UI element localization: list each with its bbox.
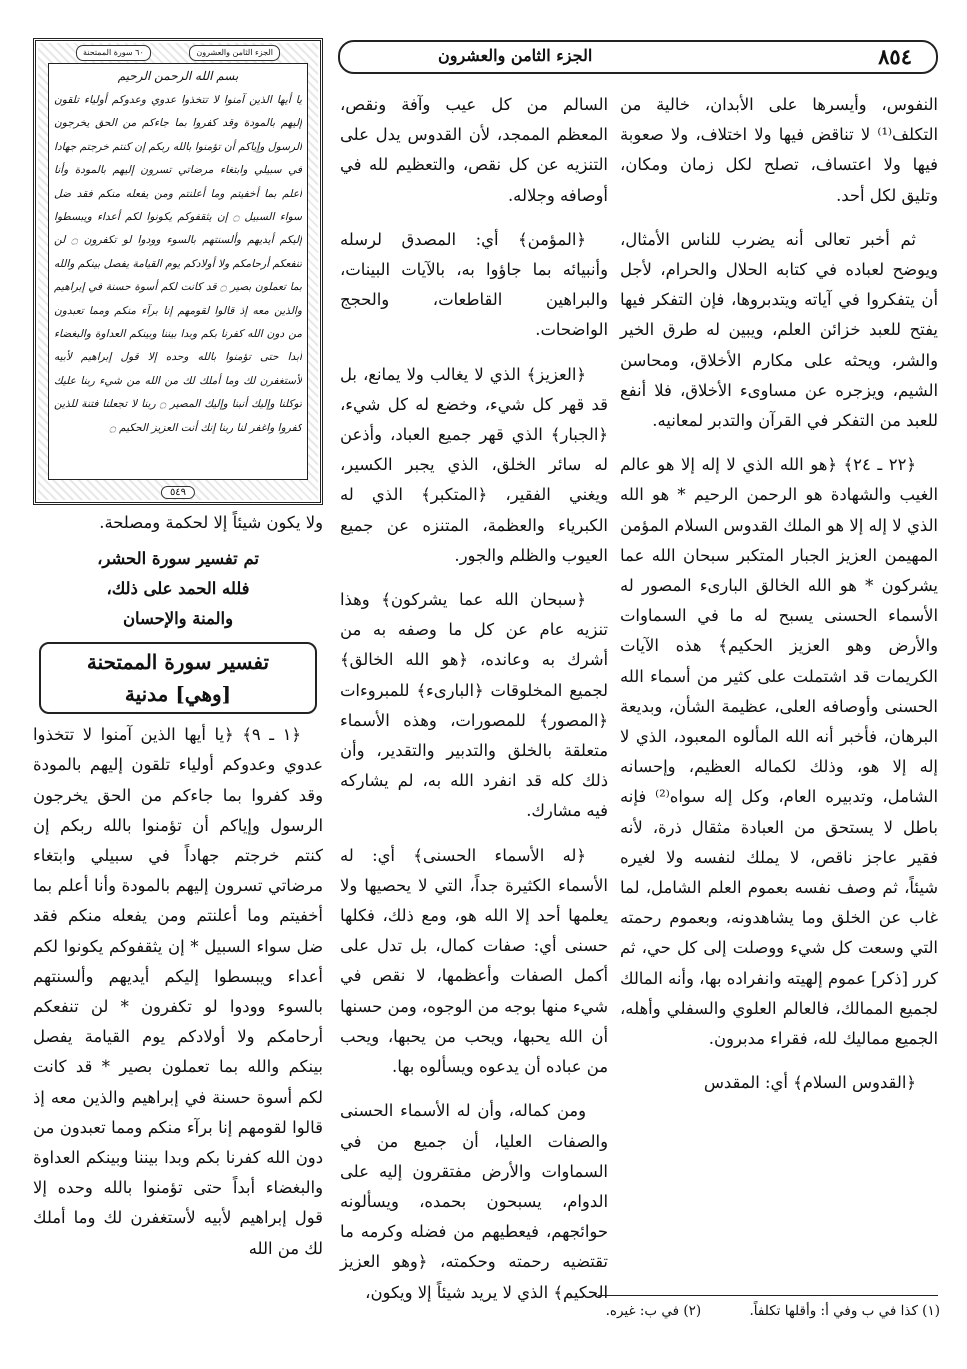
paragraph: ﴿القدوس السلام﴾ أي: المقدس (703, 1073, 916, 1093)
surah-title: تفسير سورة الممتحنة (86, 650, 270, 675)
basmala: بسم الله الرحمن الرحيم (117, 69, 239, 83)
paragraph: ثم أخبر تعالى أنه يضرب للناس الأمثال، ويوضح لعباده في كتابه الحلال والحرام، لأجل أن يتفكروا في آياته ويتدبروها، فإن التفكر فيها يفتح للعبد خزائن العلم، ويبين له طرق الخير والشر، ويحثه على مكارم الأخلاق، ومحاسن الشيم، ويزجره عن مساوىء الأخلاق، فلا أنفع للعبد من التفكر في القرآن والتدبر لمعانيه. (620, 229, 938, 431)
paragraph: ولا يكون شيئاً إلا لحكمة ومصلحة. (99, 513, 323, 532)
middle-column (340, 90, 608, 1308)
footnote-1: (١) كذا في ب وفي أ: وأقلها تكلفاً. (749, 1303, 940, 1319)
surah-subtitle: [وهي] مدنية (124, 682, 232, 707)
surah-title-box (39, 642, 317, 714)
paragraph: ﴿العزيز﴾ الذي لا يغالب ولا يمانع، بل قد قهر كل شيء، وخضع له كل شيء، ﴿الجبار﴾ الذي قهر جميع العباد، وأذعن له سائر الخلق، الذي يجبر الكسير، ويغني الفقير، ﴿المتكبر﴾ الذي له الكبرياء والعظمة، المتنزه عن جميع العيوب والظلم والجور. (340, 364, 608, 565)
paragraph: ﴿له الأسماء الحسنى﴾ أي: له الأسماء الكثيرة جداً، التي لا يحصيها ولا يعلمها أحد إلا الله هو، ومع ذلك، فكلها حسنى أي: صفات كمال، بل تدل على أكمل الصفات وأعظمها، لا نقص في شيء منها بوجه من الوجوه، ومن حسنها أن الله يحبها، ويحب من يحبها، ويحب من عباده أن يدعوه ويسألوه بها. (340, 845, 608, 1077)
closing-lines (33, 544, 323, 634)
paragraph: ﴿٢٢ ـ ٢٤﴾ ﴿هو الله الذي لا إله إلا هو عالم الغيب والشهادة هو الرحمن الرحيم * هو الله الذي لا إله إلا هو الملك القدوس السلام المؤمن المهيمن العزيز الجبار المتكبر سبحان الله عما يشركون * هو الله الخالق البارىء المصور له الأسماء الحسنى يسبح له ما في السماوات والأرض وهو العزيز الحكيم﴾ هذه الآيات الكريمات قد اشتملت على كثير من أسماء الله الحسنى وأوصافه العلى، عظيمة الشأن، وبديعة البرهان، فأخبر أنه الله المألوه المعبود، الذي لا إله إلا هو، وذلك لكماله العظيم، وإحسانه الشامل، وتدبيره العام، وكل إله سواه⁽²⁾ فإنه باطل لا يستحق من العبادة مثقال ذرة، لأنه فقير عاجز ناقص، لا يملك لنفسه ولا لغيره شيئاً، ثم وصف نفسه بعموم العلم الشامل، لما غاب عن الخلق وما يشاهدونه، وبعموم رحمته التي وسعت كل شيء ووصلت إلى كل حي، ثم كرر [ذكر] عموم إلهيته وانفراده بها، وأنه المالك لجميع الممالك، فالعالم العلوي والسفلي وأهله، الجميع مماليك لله، فقراء مدبرون. (620, 455, 939, 1049)
closing-line: تم تفسير سورة الحشر، (97, 549, 259, 569)
closing-line: والمنة والإحسان (123, 609, 233, 629)
quran-verses: يا أيها الذين آمنوا لا تتخذوا عدوي وعدوكم أولياء تلقون إليهم بالمودة وقد كفروا بما جاءكم من الحق يخرجون الرسول وإياكم أن تؤمنوا بالله ربكم إن كنتم خرجتم جهادا في سبيلي وابتغاء مرضاتي تسرون إليهم بالمودة وأنا أعلم بما أخفيتم وما أعلنتم ومن يفعله منكم فقد ضل سواء السبيل ۝ إن يثقفوكم يكونوا لكم أعداء ويبسطوا إليكم أيديهم وألسنتهم بالسوء وودوا لو تكفرون ۝ لن تنفعكم أرحامكم ولا أولادكم يوم القيامة يفصل بينكم والله بما تعملون بصير ۝ قد كانت لكم أسوة حسنة في إبراهيم والذين معه إذ قالوا لقومهم إنا برآء منكم ومما تعبدون من دون الله كفرنا بكم وبدا بيننا وبينكم العداوة والبغضاء أبدا حتى تؤمنوا بالله وحده إلا قول إبراهيم لأبيه لأستغفرن لك وما أملك لك من الله من شيء ربنا عليك توكلنا وإليك أنبنا وإليك المصير ۝ ربنا لا تجعلنا فتنة للذين كفروا واغفر لنا ربنا إنك أنت العزيز الحكيم ۝ (54, 94, 302, 434)
footnote-2: (٢) في ب: غيره. (605, 1303, 702, 1319)
paragraph: السالم من كل عيب وآفة ونقص، المعظم الممجد، لأن القدوس يدل على التنزيه عن كل نقص، والتعظيم لله في أوصافه وجلاله. (340, 95, 608, 205)
paragraph: ﴿١ ـ ٩﴾ ﴿يا أيها الذين آمنوا لا تتخذوا عدوي وعدوكم أولياء تلقون إليهم بالمودة وقد كفروا بما جاءكم من الحق يخرجون الرسول وإياكم أن تؤمنوا بالله ربكم إن كنتم خرجتم جهاداً في سبيلي وابتغاء مرضاتي تسرون إليهم بالمودة وأنا أعلم بما أخفيتم وما أعلنتم ومن يفعله منكم فقد ضل سواء السبيل * إن يثقفوكم يكونوا لكم أعداء ويبسطوا إليكم أيديهم وألسنتهم بالسوء وودوا لو تكفرون * لن تنفعكم أرحامكم ولا أولادكم يوم القيامة يفصل بينكم والله بما تعملون بصير * قد كانت لكم أسوة حسنة في إبراهيم والذين معه إذ قالوا لقومهم إنا برآء منكم ومما تعبدون من دون الله كفرنا بكم وبدا بيننا وبينكم العداوة والبغضاء أبداً حتى تؤمنوا بالله وحده إلا قول إبراهيم لأبيه لأستغفرن لك وما أملك لك من الله (33, 725, 323, 1258)
footnotes (440, 1303, 940, 1319)
right-column (620, 90, 938, 1099)
header-frame (338, 40, 938, 74)
mushaf-page-number: ٥٤٩ (161, 486, 195, 499)
part-title: الجزء الثامن والعشرون (438, 46, 593, 65)
paragraph: ﴿المؤمن﴾ أي: المصدق لرسله وأنبيائه بما جاؤوا به، بالآيات البينات، والبراهين القاطعات، والحجج الواضحات. (340, 229, 608, 340)
frame-part-label: الجزء الثامن والعشرون (189, 45, 280, 61)
quran-frame (33, 38, 323, 505)
left-column (33, 508, 323, 1264)
page-number: ٨٥٤ (878, 44, 912, 69)
frame-surah-label: ٦٠ سورة الممتحنة (76, 45, 151, 61)
page-header (338, 40, 938, 74)
footnote-divider (598, 1295, 938, 1296)
paragraph: النفوس، وأيسرها على الأبدان، خالية من التكلف⁽¹⁾ لا تناقض فيها ولا اختلاف، ولا صعوبة فيها ولا اعتساف، تصلح لكل زمان ومكان، وتليق لكل أحد. (620, 95, 938, 205)
closing-line: فلله الحمد على ذلك، (106, 579, 250, 599)
paragraph: ﴿سبحان الله عما يشركون﴾ وهذا تنزيه عام عن كل ما وصفه به من أشرك به وعانده، ﴿هو الله الخالق﴾ لجميع المخلوقات ﴿البارىء﴾ للمبروءات ﴿المصور﴾ للمصورات، وهذه الأسماء متعلقة بالخلق والتدبير والتقدير، وأن ذلك كله قد انفرد الله به، لم يشاركه فيه مشارك. (340, 590, 608, 821)
paragraph: ومن كماله، وأن له الأسماء الحسنى والصفات العليا، أن جميع من في السماوات والأرض مفتقرون إليه على الدوام، يسبحون بحمده، ويسألونه حوائجهم، فيعطيهم من فضله وكرمه ما تقتضيه رحمته وحكمته، ﴿وهو العزيز الحكيم﴾ الذي لا يريد شيئاً إلا ويكون، (340, 1101, 608, 1302)
